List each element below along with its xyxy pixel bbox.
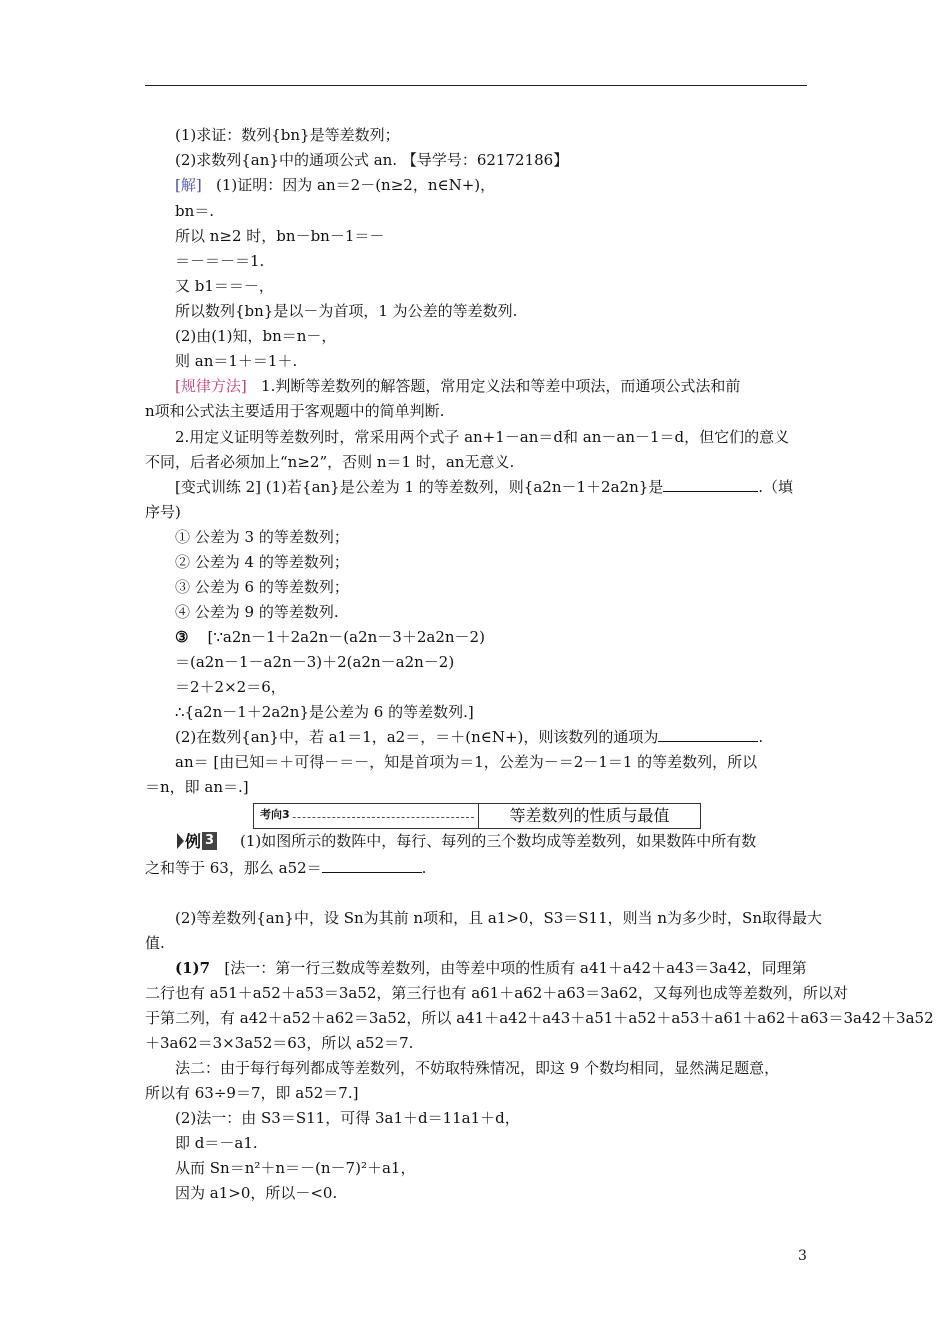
text-line: ＝－＝－＝1. [175, 252, 265, 270]
text-line: ＝2＋2×2＝6， [175, 678, 286, 696]
answer-mark: (1)7 [175, 959, 211, 977]
text-line: 则 an＝1＋＝1＋. [175, 352, 298, 370]
text-line [175, 627, 485, 647]
text-line: (1)求证：数列{bn}是等差数列； [175, 126, 400, 144]
text-fragment: 1.判断等差数列的解答题，常用定义法和等差中项法，而通项公式法和前 [261, 377, 741, 395]
text-line: ③ 公差为 6 的等差数列； [175, 578, 349, 596]
text-line: an＝ [由已知＝＋可得－＝－，知是首项为＝1，公差为－＝2－1＝1 的等差数列，所以 [175, 753, 758, 771]
page-number: 3 [798, 1248, 807, 1264]
text-line: 不同，后者必须加上“n≥2”，否则 n＝1 时，an无意义. [145, 453, 515, 471]
text-line: 2.用定义证明等差数列时，常采用两个式子 an+1－an＝d和 an－an－1＝d，但它们的意义 [175, 428, 790, 446]
answer-blank [322, 858, 422, 873]
section-title: 等差数列的性质与最值 [509, 806, 670, 825]
example-number: 3 [202, 832, 217, 850]
text-line: ＋3a62＝3×3a52＝63，所以 a52＝7. [145, 1034, 414, 1052]
text-line: ＝(a2n－1－a2n－3)＋2(a2n－a2n－2) [175, 653, 455, 671]
text-line: 所以有 63÷9＝7，即 a52＝7.] [145, 1084, 359, 1102]
text-line: ④ 公差为 9 的等差数列. [175, 603, 339, 621]
text-line: (2)由(1)知，bn＝n－， [175, 327, 337, 345]
text-fragment: [法一：第一行三数成等差数列，由等差中项的性质有 a41＋a42＋a43＝3a42，同理第 [224, 959, 807, 977]
text-line: 值. [145, 934, 165, 952]
answer-mark: ③ [175, 628, 189, 646]
text-line: (2)等差数列{an}中，设 Sn为其前 n项和，且 a1>0，S3＝S11，则当 n为多少时，Sn取得最大 [175, 909, 822, 927]
text-line: (2)求数列{an}中的通项公式 an. 【导学号：62172186】 [175, 151, 569, 169]
text-line: n项和公式法主要适用于客观题中的简单判断. [145, 402, 445, 420]
text-line: ∴{a2n－1＋2a2n}是公差为 6 的等差数列.] [175, 703, 474, 721]
text-line [175, 175, 495, 195]
text-line: (1)如图所示的数阵中，每行、每列的三个数均成等差数列，如果数阵中所有数 [240, 832, 757, 850]
section-header-box [253, 803, 701, 829]
method-tag: [规律方法] [175, 377, 247, 395]
text-fragment: 之和等于 63，那么 a52＝ [145, 859, 322, 877]
text-line: 从而 Sn＝n²＋n＝－(n－7)²＋a1， [175, 1159, 416, 1177]
text-line: 即 d＝－a1. [175, 1134, 258, 1152]
section-tag: 考向3 [260, 808, 290, 821]
text-line: ② 公差为 4 的等差数列； [175, 553, 349, 571]
solution-tag: [解] [175, 176, 202, 194]
triangle-icon [177, 833, 184, 849]
text-fragment: . [758, 728, 764, 746]
text-fragment: [变式训练 2] (1)若{an}是公差为 1 的等差数列，则{a2n－1＋2a2n}是 [175, 478, 664, 496]
text-line: 法二：由于每行每列都成等差数列，不妨取特殊情况，即这 9 个数均相同，显然满足题意， [175, 1059, 780, 1077]
text-fragment: .（填 [758, 478, 794, 496]
text-line: 二行也有 a51＋a52＋a53＝3a52，第三行也有 a61＋a62＋a63＝3a62，又每列也成等差数列，所以对 [145, 984, 848, 1002]
header-rule [145, 85, 807, 86]
text-line: 所以数列{bn}是以－为首项，1 为公差的等差数列. [175, 302, 518, 320]
text-line: 于第二列，有 a42＋a52＋a62＝3a52，所以 a41＋a42＋a43＋a51＋a52＋a53＋a61＋a62＋a63＝3a42＋3a52 [145, 1009, 934, 1027]
text-line: (2)法一：由 S3＝S11，可得 3a1＋d＝11a1＋d， [175, 1109, 520, 1127]
text-line [175, 727, 763, 747]
example-label: 例 [185, 832, 202, 851]
text-fragment: . [421, 859, 427, 877]
text-line: 所以 n≥2 时，bn－bn－1＝－ [175, 227, 385, 245]
text-line: ＝n，即 an＝.] [145, 778, 249, 796]
answer-blank [658, 727, 758, 742]
text-line [175, 376, 740, 396]
section-tag-cell [254, 804, 479, 828]
text-line [175, 477, 793, 497]
text-line: 因为 a1>0，所以－<0. [175, 1184, 338, 1202]
text-line: 序号) [145, 503, 181, 521]
text-line [175, 958, 807, 978]
text-line [145, 858, 426, 878]
text-line: 又 b1＝＝－， [175, 277, 274, 295]
text-fragment: (2)在数列{an}中，若 a1＝1，a2＝，＝＋(n∈N+)，则该数列的通项为 [175, 728, 659, 746]
example-badge [177, 830, 217, 851]
text-fragment: (1)证明：因为 an＝2－(n≥2，n∈N+)， [216, 176, 496, 194]
text-fragment: [∵a2n－1＋2a2n－(a2n－3＋2a2n－2) [207, 628, 485, 646]
text-line: ① 公差为 3 的等差数列； [175, 528, 349, 546]
answer-blank [663, 477, 758, 492]
text-line: bn＝. [175, 202, 215, 220]
